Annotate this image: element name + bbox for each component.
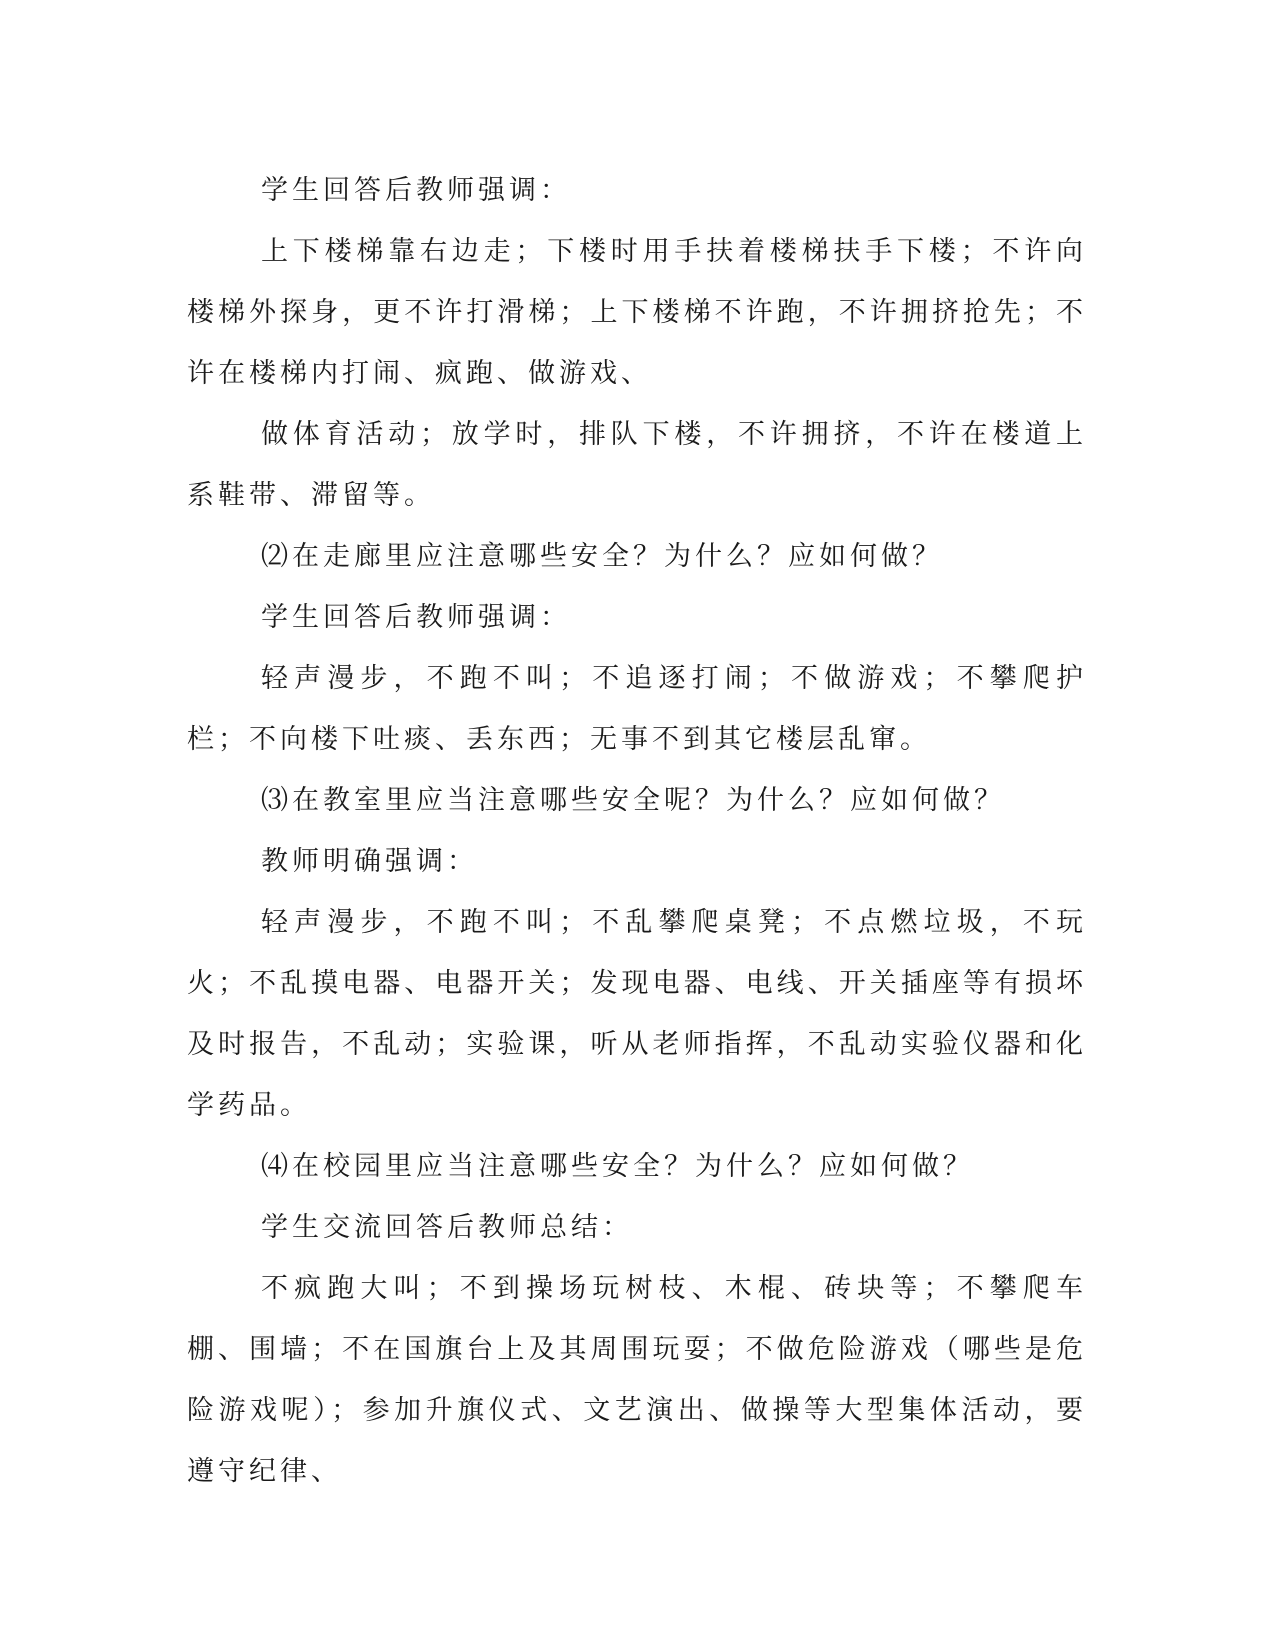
paragraph: ⑷在校园里应当注意哪些安全？为什么？应如何做？: [261, 1151, 974, 1182]
paragraph: ⑶在教室里应当注意哪些安全呢？为什么？应如何做？: [261, 785, 1005, 816]
paragraph: 轻声漫步，不跑不叫；不追逐打闹；不做游戏；不攀爬护栏；不向楼下吐痰、丢东西；无事不到其它楼层乱窜。: [187, 663, 1087, 755]
paragraph: 上下楼梯靠右边走；下楼时用手扶着楼梯扶手下楼；不许向楼梯外探身，更不许打滑梯；上下楼梯不许跑，不许拥挤抢先；不许在楼梯内打闹、疯跑、做游戏、: [187, 236, 1087, 389]
document-body: [187, 160, 1087, 1502]
paragraph: 轻声漫步，不跑不叫；不乱攀爬桌凳；不点燃垃圾，不玩火；不乱摸电器、电器开关；发现电器、电线、开关插座等有损坏及时报告，不乱动；实验课，听从老师指挥，不乱动实验仪器和化学药品。: [187, 907, 1087, 1121]
paragraph: 学生回答后教师强调：: [261, 175, 571, 206]
paragraph: 学生交流回答后教师总结：: [261, 1212, 633, 1243]
paragraph: 做体育活动；放学时，排队下楼，不许拥挤，不许在楼道上系鞋带、滞留等。: [187, 419, 1087, 511]
paragraph: 学生回答后教师强调：: [261, 602, 571, 633]
paragraph: 不疯跑大叫；不到操场玩树枝、木棍、砖块等；不攀爬车棚、围墙；不在国旗台上及其周围玩耍；不做危险游戏（哪些是危险游戏呢）；参加升旗仪式、文艺演出、做操等大型集体活动，要遵守纪律、: [187, 1273, 1087, 1487]
paragraph: ⑵在走廊里应注意哪些安全？为什么？应如何做？: [261, 541, 943, 572]
paragraph: 教师明确强调：: [261, 846, 478, 877]
